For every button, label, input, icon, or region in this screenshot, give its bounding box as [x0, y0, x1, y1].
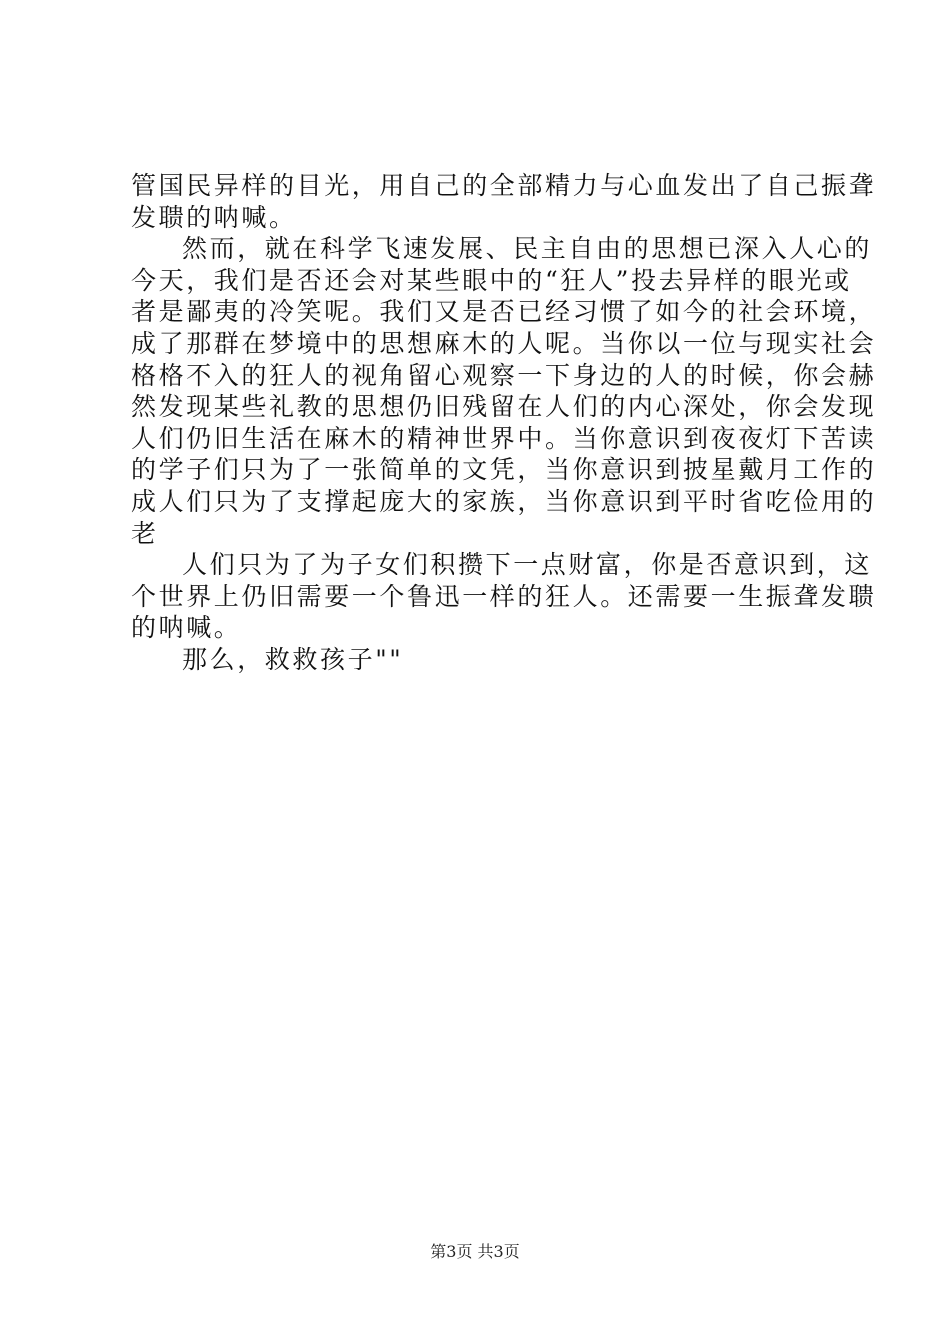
text-line: 成人们只为了支撑起庞大的家族，当你意识到平时省吃俭用的: [131, 486, 877, 516]
text-line: 的呐喊。: [131, 613, 242, 643]
body-text: [131, 170, 877, 676]
text-line: 者是鄙夷的冷笑呢。我们又是否已经习惯了如今的社会环境，: [131, 297, 877, 327]
text-line: 人们仍旧生活在麻木的精神世界中。当你意识到夜夜灯下苦读: [131, 423, 877, 453]
text-line: 那么，救救孩子"": [182, 644, 404, 674]
text-line: 老: [131, 518, 159, 548]
text-line: 成了那群在梦境中的思想麻木的人呢。当你以一位与现实社会: [131, 328, 877, 358]
page-footer: 第3页 共3页: [430, 1242, 520, 1261]
text-line: 格格不入的狂人的视角留心观察一下身边的人的时候，你会赫: [131, 360, 877, 390]
text-line: 然发现某些礼教的思想仍旧残留在人们的内心深处，你会发现: [131, 392, 877, 422]
text-line: 发聩的呐喊。: [131, 202, 297, 232]
text-line: 然而，就在科学飞速发展、民主自由的思想已深入人心的: [182, 234, 873, 264]
text-line: 今天，我们是否还会对某些眼中的“狂人”投去异样的眼光或: [131, 265, 852, 295]
text-line: 管国民异样的目光，用自己的全部精力与心血发出了自己振聋: [131, 171, 877, 200]
text-line: 的学子们只为了一张简单的文凭，当你意识到披星戴月工作的: [131, 455, 877, 485]
text-line: 人们只为了为子女们积攒下一点财富，你是否意识到，这: [182, 550, 873, 580]
text-line: 个世界上仍旧需要一个鲁迅一样的狂人。还需要一生振聋发聩: [131, 581, 877, 611]
